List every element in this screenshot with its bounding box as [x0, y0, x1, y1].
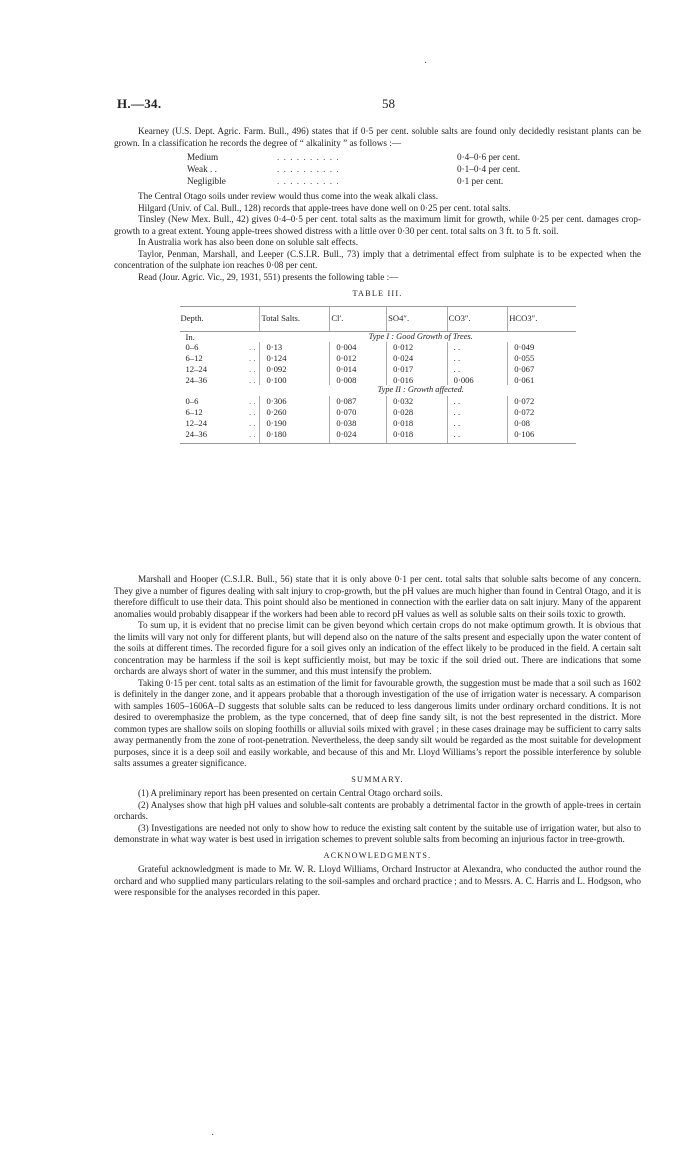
unit-label: In.	[185, 331, 195, 342]
so4-cell: 0·024	[387, 353, 448, 364]
leader-dots: . . . . . . . . . .	[277, 176, 340, 186]
column-header: Cl′.	[330, 306, 387, 331]
co3-cell: 0·006	[447, 375, 508, 386]
co3-cell: . .	[447, 364, 508, 375]
cl-cell: 0·024	[330, 429, 387, 440]
group-title: Type II : Growth affected.	[377, 385, 464, 395]
hco3-cell: 0·067	[508, 364, 576, 375]
hco3-cell: 0·106	[508, 429, 576, 440]
paragraph-taking: Taking 0·15 per cent. total salts as an estimation of the limit for favourable growth, the suggestion must be made that a soil such as 1602 is definitely in the danger zone, and it appears probable that a thorough investigation of the use of irrigation water is necessary. A comparison with samples 1605–1606A–D suggests that soluble salts can be reduced to less dangerous limits under ordinary orchard conditions. It is not desired to overemphasize the problem, as the type concerned, that of deep fine sandy silt, is not the best represented in the district. More common types are shallow soils on sloping foothills or alluvial soils mixed with gravel ; in these cases drainage may be sufficient to carry salts away permanently from the zone of root-penetration. Nevertheless, the deep sandy silt would be regarded as the most suitable for development purposes, since it is a deep soil and easily workable, and because of this and Mr. Lloyd Williams’s report the possible interference by soluble salts assumes a greater significance.	[114, 677, 641, 768]
page-number: 58	[382, 96, 395, 111]
total-salts-cell: 0·260	[260, 407, 330, 418]
so4-cell: 0·018	[387, 418, 448, 429]
acknowledgments-text: Grateful acknowledgment is made to Mr. W. R. Lloyd Williams, Orchard Instructor at Alexandra, who conducted the author round the orchard and who supplied many particulars relating to the soil-samples and orchard practice ; and to Messrs. A. C. Harris and L. Hodgson, who were responsible for the analyses recorded in this paper.	[114, 864, 641, 897]
total-salts-cell: 0·306	[260, 396, 330, 407]
hco3-cell: 0·08	[508, 418, 576, 429]
cl-cell: 0·004	[330, 342, 387, 353]
hco3-cell: 0·072	[508, 396, 576, 407]
summary-item: (1) A preliminary report has been presented on certain Central Otago orchard soils.	[138, 788, 443, 798]
cl-cell: 0·014	[330, 364, 387, 375]
cl-cell: 0·038	[330, 418, 387, 429]
co3-cell: . .	[447, 396, 508, 407]
page-header	[117, 96, 640, 112]
table-header-row	[180, 306, 576, 331]
paragraph-kearney: Kearney (U.S. Dept. Agric. Farm. Bull., 496) states that if 0·5 per cent. soluble salts are found only decidedly resistant plants can be grown. In a classification he records the degree of “ alkalinity ” as follows :—	[114, 126, 641, 148]
scan-speck: ·	[424, 58, 428, 69]
hco3-cell: 0·072	[508, 407, 576, 418]
table-row	[180, 407, 576, 418]
soil-salts-table	[180, 306, 576, 445]
rating-value: 0·1–0·4 per cent.	[457, 164, 521, 174]
depth-cell: 6–12 . .	[185, 353, 256, 364]
total-salts-cell: 0·124	[260, 353, 330, 364]
paragraph-marshall-hooper: Marshall and Hooper (C.S.I.R. Bull., 56) state that it is only above 0·1 per cent. total salts that soluble salts become of any concern. They give a number of figures dealing with salt injury to crop-growth, but the pH values are much higher than found in Central Otago, and it is therefore difficult to use their data. This point should also be mentioned in connection with the earlier data on salt injury. Many of the apparent anomalies would probably disappear if the workers had been able to record pH values as well as soluble salts on their soils toxic to growth.	[114, 574, 641, 619]
so4-cell: 0·017	[387, 364, 448, 375]
paragraph-tinsley: Tinsley (New Mex. Bull., 42) gives 0·4–0·5 per cent. total salts as the maximum limit for growth, while 0·25 per cent. damages crop-growth to a great extent. Young apple-trees showed distress with a little over 0·30 per cent. total salts on 3 ft. to 5 ft. soil.	[114, 214, 641, 236]
group-title: Type I : Good Growth of Trees.	[368, 331, 473, 341]
hco3-cell: 0·061	[508, 375, 576, 386]
so4-cell: 0·012	[387, 342, 448, 353]
table-caption: TABLE III.	[352, 289, 403, 298]
depth-cell: 0–6 . .	[185, 396, 256, 407]
total-salts-cell: 0·13	[260, 342, 330, 353]
scan-speck: ·	[211, 1130, 215, 1141]
summary-heading: SUMMARY.	[351, 774, 404, 784]
depth-cell: 12–24 . .	[185, 363, 256, 374]
co3-cell: . .	[447, 353, 508, 364]
total-salts-cell: 0·190	[260, 418, 330, 429]
summary-item: (3) Investigations are needed not only to show how to reduce the existing salt content by the suitable use of irrigation water, but also to demonstrate in what way water is best used in irrigation schemes to prevent soluble salts from becoming an injurious factor in tree-growth.	[114, 822, 641, 844]
so4-cell: 0·016	[387, 375, 448, 386]
co3-cell: . .	[447, 342, 508, 353]
rating-value: 0·4–0·6 per cent.	[457, 152, 521, 162]
paragraph-read: Read (Jour. Agric. Vic., 29, 1931, 551) presents the following table :—	[138, 271, 399, 282]
text-block-bottom	[114, 574, 641, 899]
table-bottom-rule	[180, 439, 576, 444]
column-header: HCO3″.	[508, 306, 576, 331]
text-block-top	[114, 126, 641, 444]
table-row	[180, 342, 576, 353]
column-header: Depth.	[180, 306, 260, 331]
depth-cell: 0–6 . .	[185, 342, 256, 353]
rating-row	[187, 152, 557, 164]
unit-row	[180, 331, 576, 342]
total-salts-cell: 0·100	[260, 375, 330, 386]
paragraph-hilgard: Hilgard (Univ. of Cal. Bull., 128) records that apple-trees have done well on 0·25 per cent. total salts.	[138, 202, 511, 213]
so4-cell: 0·032	[387, 396, 448, 407]
depth-cell: 12–24 . .	[185, 417, 256, 428]
leader-dots: . . . . . . . . . .	[277, 164, 340, 174]
rating-row	[187, 176, 557, 188]
co3-cell: . .	[447, 429, 508, 440]
rating-name: Negligible	[187, 176, 226, 186]
leader-dots: . . . . . . . . . .	[277, 152, 340, 162]
report-code: H.—34.	[117, 96, 162, 111]
co3-cell: . .	[447, 418, 508, 429]
column-header: SO4″.	[387, 306, 448, 331]
cl-cell: 0·012	[330, 353, 387, 364]
paragraph-taylor: Taylor, Penman, Marshall, and Leeper (C.S.I.R. Bull., 73) imply that a detrimental effect from sulphate is to be expected when the concentration of the sulphate ion reaches 0·08 per cent.	[114, 248, 641, 270]
cl-cell: 0·008	[330, 375, 387, 386]
depth-cell: 6–12 . .	[185, 407, 256, 418]
rating-value: 0·1 per cent.	[457, 176, 504, 186]
alkalinity-ratings	[187, 152, 557, 188]
total-salts-cell: 0·180	[260, 429, 330, 440]
column-header: CO3″.	[447, 306, 508, 331]
co3-cell: . .	[447, 407, 508, 418]
group-title-row	[180, 385, 576, 396]
table-row	[180, 353, 576, 364]
acknowledgments-heading: ACKNOWLEDGMENTS.	[323, 850, 432, 860]
depth-cell: 24–36 . .	[185, 374, 256, 385]
hco3-cell: 0·049	[508, 342, 576, 353]
table-row	[180, 396, 576, 407]
table-row	[180, 375, 576, 386]
table-row	[180, 429, 576, 440]
paragraph-australia: In Australia work has also been done on soluble salt effects.	[138, 237, 359, 247]
rating-row	[187, 164, 557, 176]
summary-item: (2) Analyses show that high pH values and soluble-salt contents are probably a detrimental factor in the growth of apple-trees in certain orchards.	[114, 799, 641, 821]
rating-name: Medium	[187, 152, 219, 162]
total-salts-cell: 0·092	[260, 364, 330, 375]
table-row	[180, 364, 576, 375]
cl-cell: 0·070	[330, 407, 387, 418]
hco3-cell: 0·055	[508, 353, 576, 364]
rating-name: Weak . .	[187, 164, 217, 174]
paragraph-sum-up: To sum up, it is evident that no precise limit can be given beyond which certain crops do not make optimum growth. It is obvious that the limits will vary not only for different plants, but will depend also on the nature of the salts present and especially upon the water content of the soils at different times. The recorded figure for a soil gives only an indication of the effect likely to be produced in the field. A certain salt concentration may be harmless if the soil is kept sufficiently moist, but may be toxic if the soil dried out. There are indications that some orchards are always short of water in the summer, and this must intensify the problem.	[114, 620, 641, 676]
depth-cell: 24–36 . .	[185, 428, 256, 439]
so4-cell: 0·018	[387, 429, 448, 440]
paragraph-weak-alkali: The Central Otago soils under review would thus come into the weak alkali class.	[138, 191, 439, 201]
cl-cell: 0·087	[330, 396, 387, 407]
so4-cell: 0·028	[387, 407, 448, 418]
column-header: Total Salts.	[260, 306, 330, 331]
table-row	[180, 418, 576, 429]
